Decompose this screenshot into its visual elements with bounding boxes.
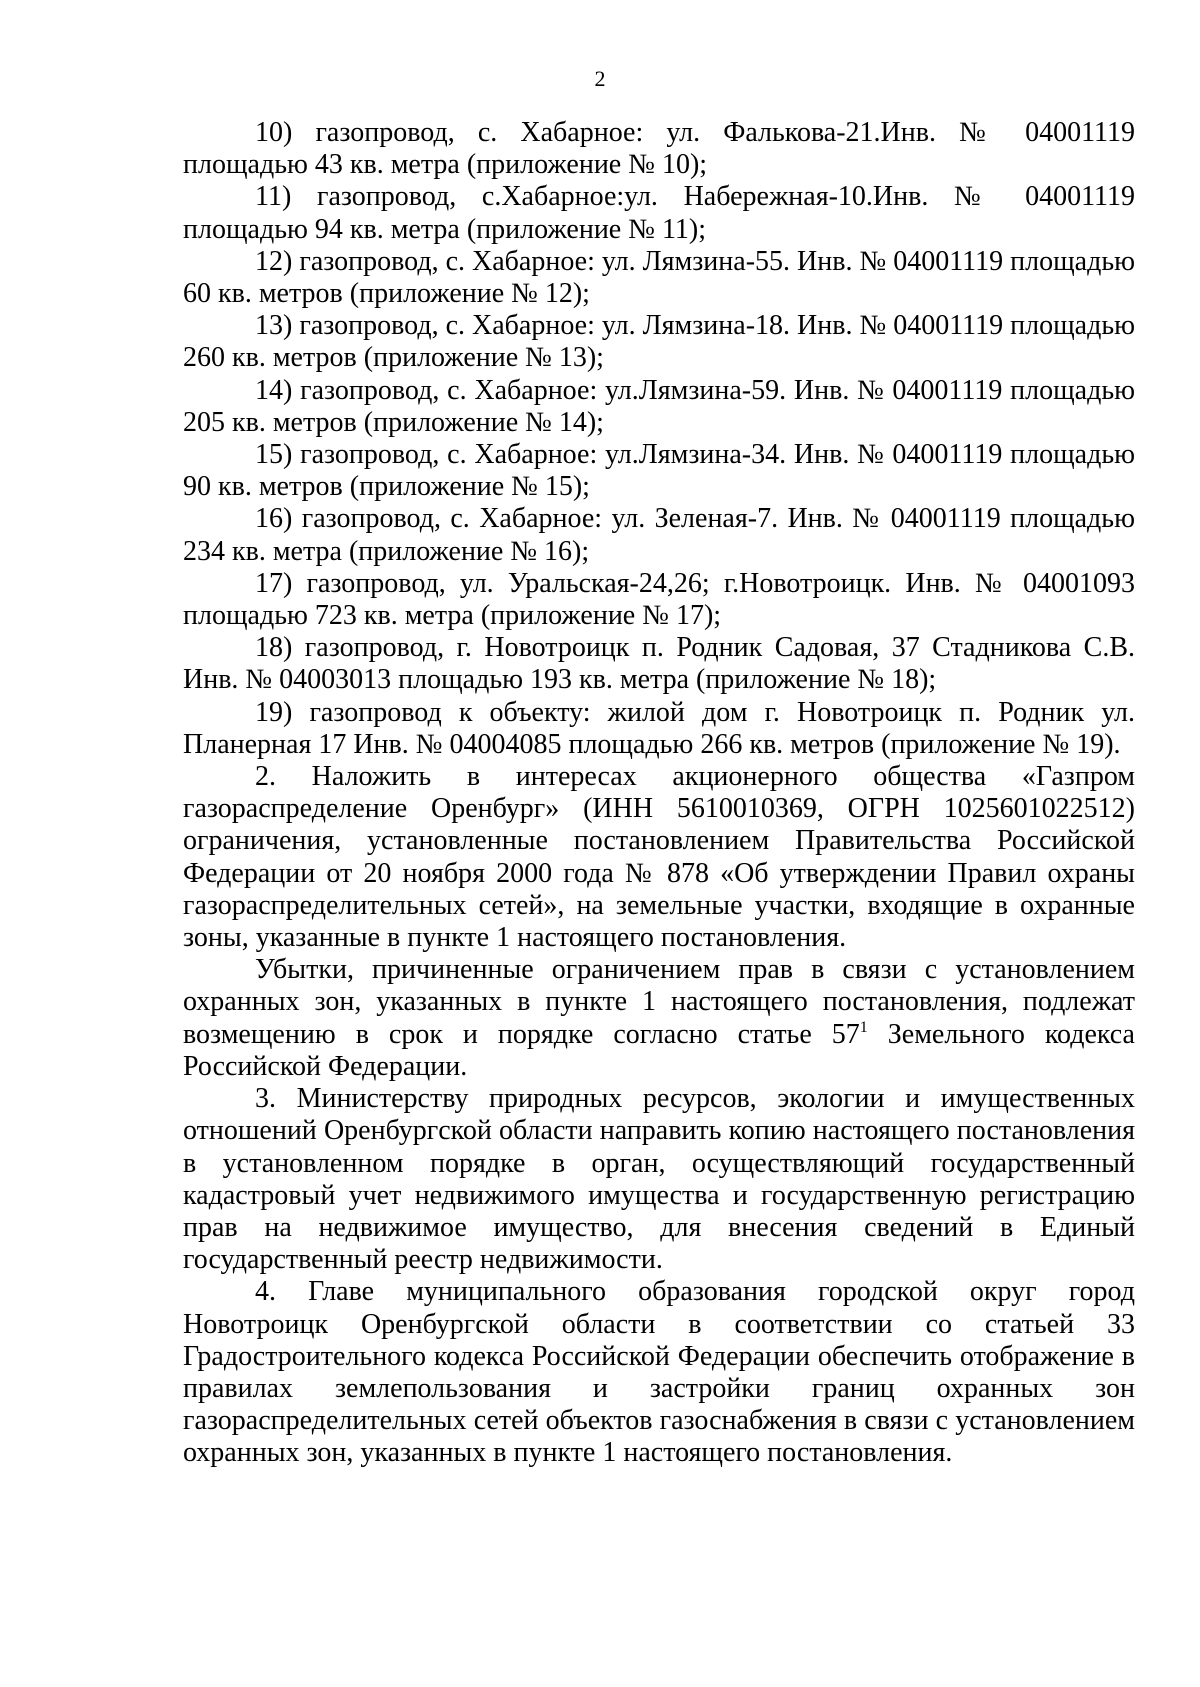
list-item: 18) газопровод, г. Новотроицк п. Родник Садовая, 37 Стадникова С.В. Инв. № 04003013 площадью 193 кв. метра (приложение № 18); <box>183 632 1135 696</box>
list-item: 17) газопровод, ул. Уральская-24,26; г.Новотроицк. Инв. № 04001093 площадью 723 кв. метра (приложение № 17); <box>183 567 1135 632</box>
article-superscript: 1 <box>859 1018 868 1036</box>
list-item: 16) газопровод, с. Хабарное: ул. Зеленая-7. Инв. № 04001119 площадью 234 кв. метра (приложение № 16); <box>183 503 1135 567</box>
page-number: 2 <box>594 66 606 91</box>
paragraph-head: 4. Главе муниципального образования городской округ город Новотроицк Оренбургской области в соответствии со статьей 33 Градостроительного кодекса Российской Федерации обеспечить отображение в правилах землепользования и застройки границ охранных зон газораспределительных сетей объектов газоснабжения в связи с установлением охранных зон, указанных в пункте 1 настоящего постановления. <box>183 1276 1135 1469</box>
losses-text-end: Земельного кодекса Российской Федерации. <box>183 1018 1135 1082</box>
paragraph-restrictions: 2. Наложить в интересах акционерного общества «Газпром газораспределение Оренбург» (ИНН 5610010369, ОГРН 1025601022512) ограничения, установленные постановлением Правительства Российской Федерации от 20 ноября 2000 года № 878 «Об утверждении Правил охраны газораспределительных сетей», на земельные участки, входящие в охранные зоны, указанные в пункте 1 настоящего постановления. <box>183 761 1135 954</box>
list-item: 14) газопровод, с. Хабарное: ул.Лямзина-59. Инв. № 04001119 площадью 205 кв. метров (приложение № 14); <box>183 374 1135 438</box>
document-body <box>183 117 1135 1470</box>
paragraph-ministry: 3. Министерству природных ресурсов, экологии и имущественных отношений Оренбургской области направить копию настоящего постановления в установленном порядке в орган, осуществляющий государственный кадастровый учет недвижимого имущества и государственную регистрацию прав на недвижимое имущество, для внесения сведений в Единый государственный реестр недвижимости. <box>183 1083 1135 1276</box>
list-item: 15) газопровод, с. Хабарное: ул.Лямзина-34. Инв. № 04001119 площадью 90 кв. метров (приложение № 15); <box>183 439 1135 503</box>
losses-text: Убытки, причиненные ограничением прав в связи с установлением охранных зон, указанных в пункте 1 настоящего постановления, подлежат возмещению в срок и порядке согласно статье 57 <box>183 954 1135 1050</box>
paragraph-losses <box>183 954 1135 1083</box>
list-item: 19) газопровод к объекту: жилой дом г. Новотроицк п. Родник ул. Планерная 17 Инв. № 04004085 площадью 266 кв. метров (приложение № 19). <box>183 696 1135 760</box>
list-item: 12) газопровод, с. Хабарное: ул. Лямзина-55. Инв. № 04001119 площадью 60 кв. метров (приложение № 12); <box>183 245 1135 310</box>
list-item: 11) газопровод, с.Хабарное:ул. Набережная-10.Инв. № 04001119 площадью 94 кв. метра (приложение № 11); <box>183 181 1135 245</box>
list-item: 10) газопровод, с. Хабарное: ул. Фалькова-21.Инв. № 04001119 площадью 43 кв. метра (приложение № 10); <box>183 117 1135 181</box>
list-item: 13) газопровод, с. Хабарное: ул. Лямзина-18. Инв. № 04001119 площадью 260 кв. метров (приложение № 13); <box>183 310 1135 374</box>
